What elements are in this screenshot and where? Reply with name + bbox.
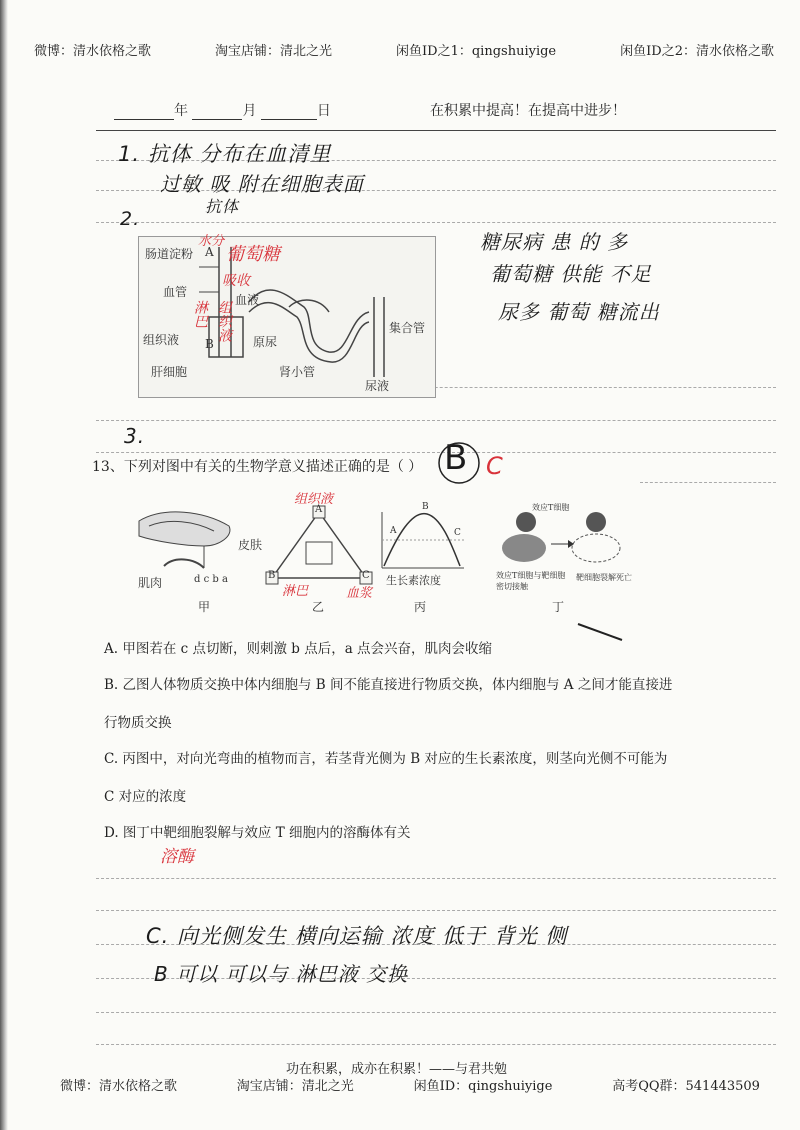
bottom-answer-1: C. 向光侧发生 横向运输 浓度 低于 背光 侧 [146, 924, 568, 948]
figure-bing [372, 502, 468, 592]
jia-skin: 皮肤 [238, 538, 263, 552]
option-c-line-1: C. 丙图中，对向光弯曲的植物而言，若茎背光侧为 B 对应的生长素浓度，则茎向光侧不可能为 [104, 751, 668, 767]
header-xianyu-1: 闲鱼ID之1：qingshuiyige [396, 44, 557, 59]
red-note-lymph-yi: 淋巴 [282, 584, 309, 599]
ruled-line [96, 222, 776, 223]
red-note-absorb: 吸收 [222, 273, 250, 289]
ruled-line [96, 1012, 776, 1013]
date-year: 年 [174, 103, 188, 119]
header-xianyu-2: 闲鱼ID之2：清水依格之歌 [620, 44, 774, 59]
option-a: A. 甲图若在 c 点切断，则刺激 b 点后，a 点会兴奋，肌肉会收缩 [104, 641, 493, 657]
top-rule [96, 130, 776, 131]
label-tissue-fluid: 组织液 [143, 333, 180, 347]
red-note-tissue-fluid: 组织液 [294, 492, 334, 507]
ruled-line [96, 878, 776, 879]
answer-2-number: 2. [120, 208, 141, 230]
bing-a: A [390, 526, 397, 536]
red-note-lymph: 淋巴 [192, 300, 208, 328]
answer-circle [436, 440, 482, 486]
ruled-line [96, 1044, 776, 1045]
red-note-c: C [486, 452, 503, 480]
ding-t-cell: 效应T细胞 [532, 503, 570, 512]
header-weibo: 微博：清水依格之歌 [34, 44, 152, 59]
yi-b: B [268, 570, 276, 581]
red-note-glucose: 葡萄糖 [226, 244, 280, 265]
ruled-line [96, 420, 776, 421]
answer-2-right-2: 葡萄糖 供能 不足 [490, 262, 652, 286]
answer-1-line-2: 过敏 吸 附在细胞表面 [160, 172, 364, 196]
page-header [34, 40, 774, 59]
red-note-plasma: 血浆 [346, 586, 373, 601]
figure-ding [496, 500, 646, 592]
question-13-stem: 13、下列对图中有关的生物学意义描述正确的是（ ） [92, 459, 423, 475]
digestion-kidney-diagram [138, 236, 436, 398]
answer-2-right-3: 尿多 葡萄 糖流出 [498, 300, 660, 324]
ruled-line [640, 482, 776, 483]
footer-qq: 高考QQ群：541443509 [612, 1079, 760, 1094]
ding-right-caption: 靶细胞裂解死亡 [576, 573, 632, 582]
footer-weibo: 微博：清水依格之歌 [60, 1079, 178, 1094]
option-c-line-2: C 对应的浓度 [104, 789, 187, 805]
figure-yi [264, 498, 374, 594]
bing-b: B [422, 502, 429, 512]
label-b: B [205, 337, 214, 351]
figure-bing-caption: 丙 [414, 600, 427, 614]
jia-letters: d c b a [194, 574, 228, 585]
footer-taobao: 淘宝店铺：清北之光 [236, 1079, 354, 1094]
footer-slogan: 功在积累，成亦在积累！——与君共勉 [286, 1062, 508, 1077]
date-day: 日 [316, 103, 331, 119]
label-blood-vessel: 血管 [163, 285, 188, 299]
label-a: A [205, 245, 214, 259]
figure-yi-caption: 乙 [312, 600, 325, 614]
figure-ding-drawing [496, 500, 646, 570]
motto: 在积累中提高！在提高中进步！ [430, 103, 626, 119]
jia-muscle: 肌肉 [138, 576, 163, 590]
q13-answer-circled: B [444, 438, 469, 478]
date-month: 月 [242, 103, 257, 119]
red-note-lysosome: 溶酶 [160, 847, 194, 867]
label-collecting-duct: 集合管 [389, 321, 426, 335]
answer-1-line-1: 1. 抗体 分布在血清里 [118, 142, 332, 166]
label-blood: 血液 [235, 293, 260, 307]
bing-c: C [454, 528, 461, 538]
binding-shadow [0, 0, 8, 1130]
option-d: D. 图丁中靶细胞裂解与效应 T 细胞内的溶酶体有关 [104, 825, 411, 841]
yi-c: C [362, 570, 370, 581]
answer-3-number: 3. [124, 424, 146, 448]
label-urine: 尿液 [365, 379, 390, 393]
header-taobao: 淘宝店铺：清北之光 [215, 44, 333, 59]
footer-xianyu: 闲鱼ID：qingshuiyige [413, 1079, 553, 1094]
label-intestine: 肠道淀粉 [145, 247, 194, 261]
label-primary-urine: 原尿 [253, 335, 278, 349]
yi-a: A [315, 504, 323, 515]
figure-ding-caption: 丁 [552, 600, 565, 614]
figure-jia [134, 506, 264, 596]
answer-1-line-3: 抗体 [205, 197, 240, 216]
ding-left-caption: 效应T细胞与靶细胞密切接触 [496, 571, 566, 591]
option-b-line-2: 行物质交换 [104, 715, 172, 731]
figure-bing-drawing [372, 506, 468, 578]
red-note-cell-fluid: 组织液 [216, 300, 232, 342]
bing-xlabel: 生长素浓度 [386, 574, 441, 587]
ruled-line [380, 387, 776, 388]
date-line [114, 100, 331, 120]
answer-2-right-1: 糖尿病 患 的 多 [480, 230, 629, 254]
ruled-line [96, 910, 776, 911]
option-b-line-1: B. 乙图人体物质交换中体内细胞与 B 间不能直接进行物质交换，体内细胞与 A 之间才能直接进 [104, 677, 673, 693]
figure-jia-caption: 甲 [198, 600, 211, 614]
bottom-answer-2: B 可以 可以与 淋巴液 交换 [154, 962, 409, 986]
label-renal-tubule: 肾小管 [279, 365, 316, 379]
page-footer [60, 1075, 760, 1094]
red-note-water: 水分 [198, 234, 225, 249]
label-liver-cell: 肝细胞 [151, 365, 188, 379]
